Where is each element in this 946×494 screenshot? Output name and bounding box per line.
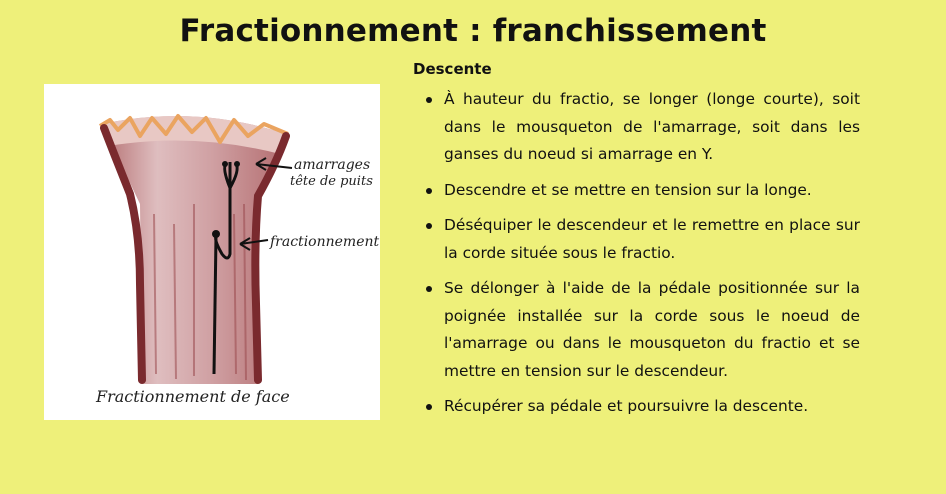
shaft-drawing bbox=[44, 84, 380, 420]
instruction-list bbox=[422, 86, 860, 429]
anchor-right-icon bbox=[234, 161, 240, 167]
anchor-left-icon bbox=[222, 161, 228, 167]
section-subtitle: Descente bbox=[413, 60, 492, 78]
illustration-fractionnement bbox=[44, 84, 380, 420]
figure-caption: Fractionnement de face bbox=[96, 387, 290, 406]
label-fractionnement: fractionnement bbox=[270, 234, 380, 250]
list-item: Déséquiper le descendeur et le remettre en place sur la corde située sous le fractio. bbox=[422, 212, 860, 267]
list-item: À hauteur du fractio, se longer (longe courte), soit dans le mousqueton de l'amarrage, soit dans les ganses du noeud si amarrage en Y. bbox=[422, 86, 860, 169]
label-anchors: amarrages bbox=[294, 157, 371, 173]
page-title: Fractionnement : franchissement bbox=[179, 13, 767, 49]
label-anchors-2: tête de puits bbox=[290, 174, 373, 189]
list-item: Récupérer sa pédale et poursuivre la descente. bbox=[422, 393, 860, 421]
list-item: Se délonger à l'aide de la pédale positionnée sur la poignée installée sur la corde sous le noeud de l'amarrage ou dans le mousqueton du fractio et se mettre en tension sur le descendeur. bbox=[422, 275, 860, 385]
fractionnement-anchor-icon bbox=[212, 230, 220, 238]
list-item: Descendre et se mettre en tension sur la longe. bbox=[422, 177, 860, 205]
